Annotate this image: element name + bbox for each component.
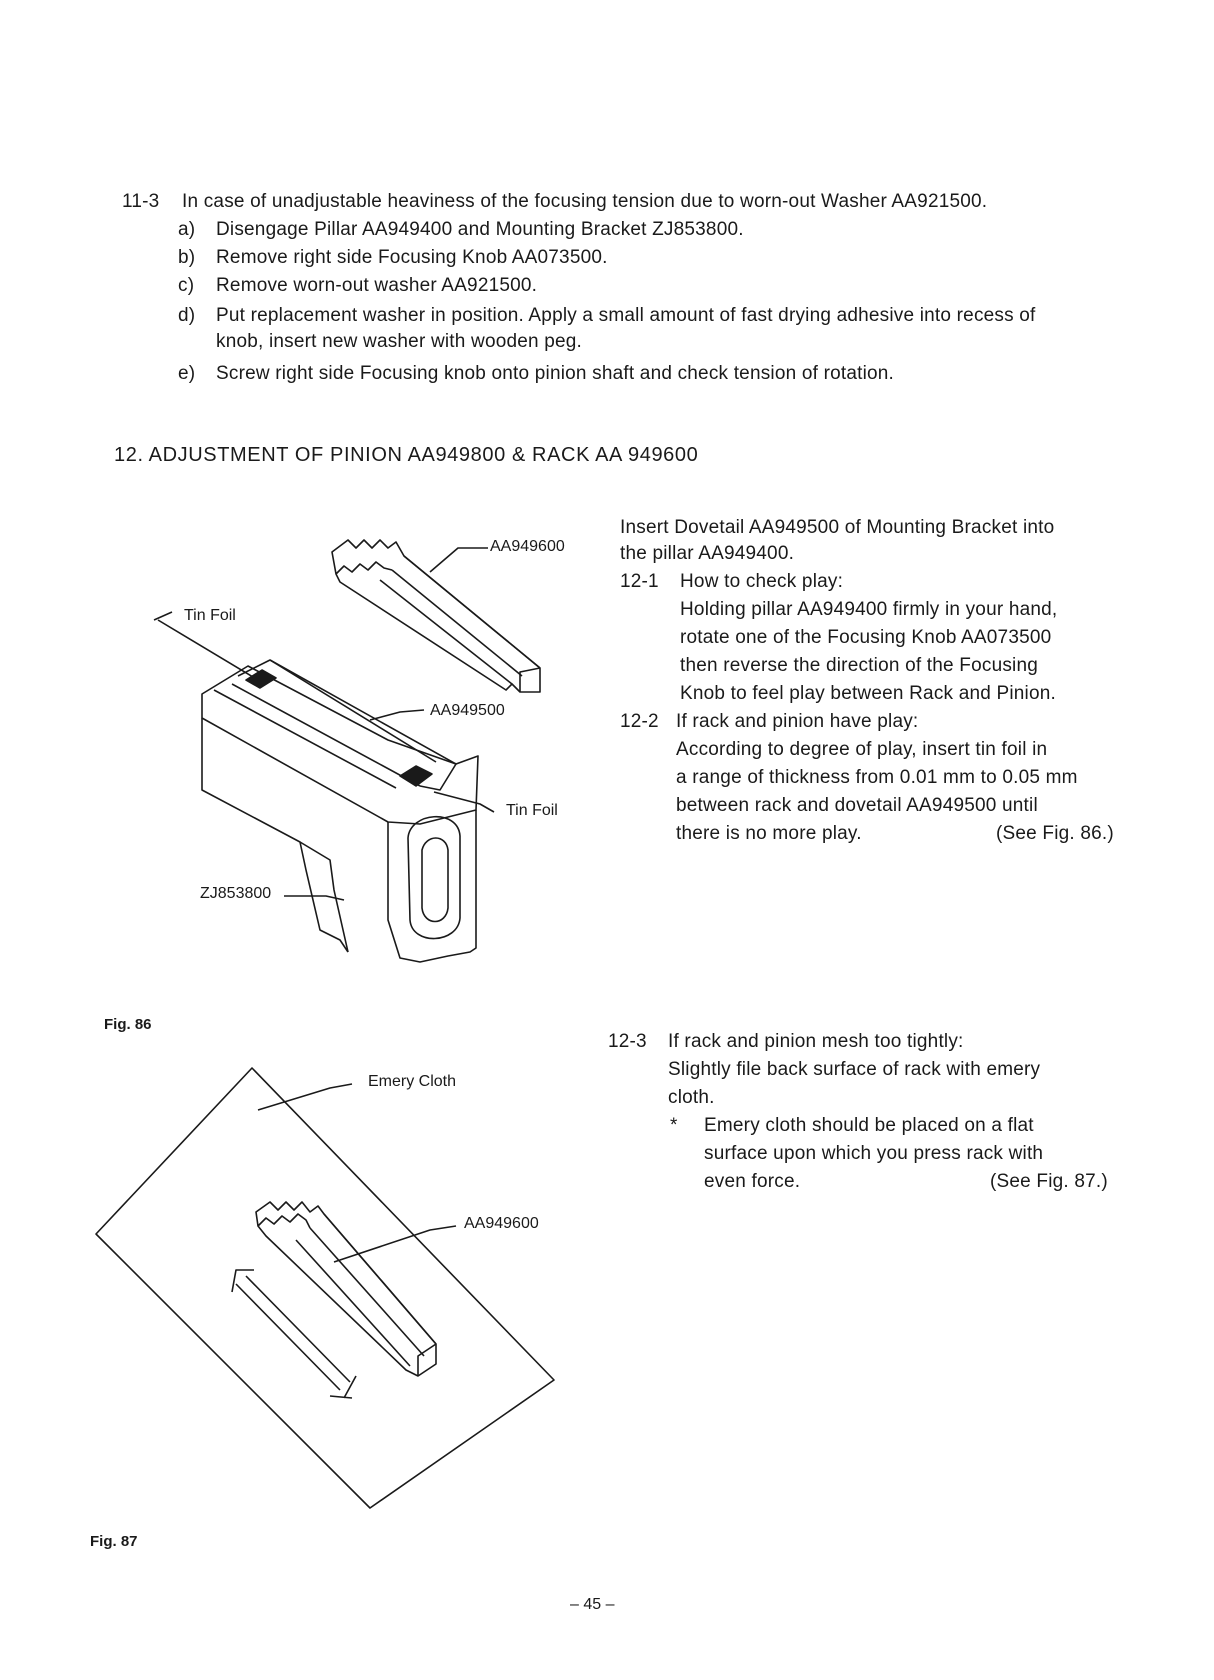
fig87-callout-rack: AA949600	[464, 1215, 539, 1232]
step-text: knob, insert new washer with wooden peg.	[216, 331, 583, 352]
step-text: Remove right side Focusing Knob AA073500.	[216, 247, 608, 268]
body-line: According to degree of play, insert tin foil in	[676, 739, 1048, 760]
fig87-label: Fig. 87	[90, 1533, 138, 1550]
rack-inner-line	[296, 1240, 410, 1366]
step-marker: e)	[178, 363, 196, 384]
body-line: Holding pillar AA949400 firmly in your hand,	[680, 599, 1058, 620]
section-intro: In case of unadjustable heaviness of the focusing tension due to worn-out Washer AA921500.	[182, 191, 988, 212]
step-text: Disengage Pillar AA949400 and Mounting Bracket ZJ853800.	[216, 219, 744, 240]
subsection-number: 12-1	[620, 571, 659, 592]
body-line: Slightly file back surface of rack with emery	[668, 1059, 1041, 1080]
section-12-heading: 12. ADJUSTMENT OF PINION AA949800 & RACK AA 949600	[114, 444, 699, 466]
note-line: Emery cloth should be placed on a flat	[704, 1115, 1034, 1136]
note-marker: *	[670, 1115, 678, 1136]
subsection-number: 12-3	[608, 1031, 647, 1052]
figure-reference: (See Fig. 87.)	[990, 1171, 1108, 1192]
subsection-title: How to check play:	[680, 571, 844, 592]
rack-inner-line	[310, 1228, 424, 1356]
intro-line: the pillar AA949400.	[620, 543, 795, 564]
fig86-callout-dovetail: AA949500	[430, 702, 505, 719]
body-line: cloth.	[668, 1087, 715, 1108]
step-marker: c)	[178, 275, 195, 296]
fig86-label: Fig. 86	[104, 1016, 152, 1033]
step-marker: a)	[178, 219, 196, 240]
body-line: between rack and dovetail AA949500 until	[676, 795, 1038, 816]
fig86-callout-rack: AA949600	[490, 538, 565, 555]
figure-reference: (See Fig. 86.)	[996, 823, 1114, 844]
step-text: Screw right side Focusing knob onto pinion shaft and check tension of rotation.	[216, 363, 895, 384]
rack-end-face	[418, 1344, 436, 1376]
rack-outline	[256, 1202, 436, 1376]
subsection-number: 12-2	[620, 711, 659, 732]
rack-teeth-detail	[258, 1214, 310, 1228]
subsection-title: If rack and pinion mesh too tightly:	[668, 1031, 964, 1052]
fig86-callout-tin-foil-right: Tin Foil	[506, 802, 558, 819]
section-number: 11-3	[122, 191, 160, 212]
fig86-callout-bracket: ZJ853800	[200, 885, 272, 902]
intro-line: Insert Dovetail AA949500 of Mounting Bracket into	[620, 517, 1055, 538]
emery-cloth-sheet	[96, 1068, 554, 1508]
body-line: there is no more play.	[676, 823, 862, 844]
body-line: a range of thickness from 0.01 mm to 0.05 mm	[676, 767, 1078, 788]
fig87-callout-cloth: Emery Cloth	[368, 1073, 457, 1090]
step-marker: b)	[178, 247, 196, 268]
step-text: Put replacement washer in position. Apply a small amount of fast drying adhesive into recess of	[216, 305, 1036, 326]
note-line: even force.	[704, 1171, 801, 1192]
subsection-title: If rack and pinion have play:	[676, 711, 919, 732]
body-line: Knob to feel play between Rack and Pinion.	[680, 683, 1056, 704]
step-marker: d)	[178, 305, 196, 326]
fig86-callout-tin-foil-left: Tin Foil	[184, 607, 236, 624]
page-number: – 45 –	[570, 1596, 615, 1613]
step-text: Remove worn-out washer AA921500.	[216, 275, 538, 296]
body-line: rotate one of the Focusing Knob AA073500	[680, 627, 1052, 648]
note-line: surface upon which you press rack with	[704, 1143, 1044, 1164]
body-line: then reverse the direction of the Focusing	[680, 655, 1038, 676]
leader-rack	[334, 1226, 456, 1262]
motion-arrow	[232, 1270, 356, 1398]
